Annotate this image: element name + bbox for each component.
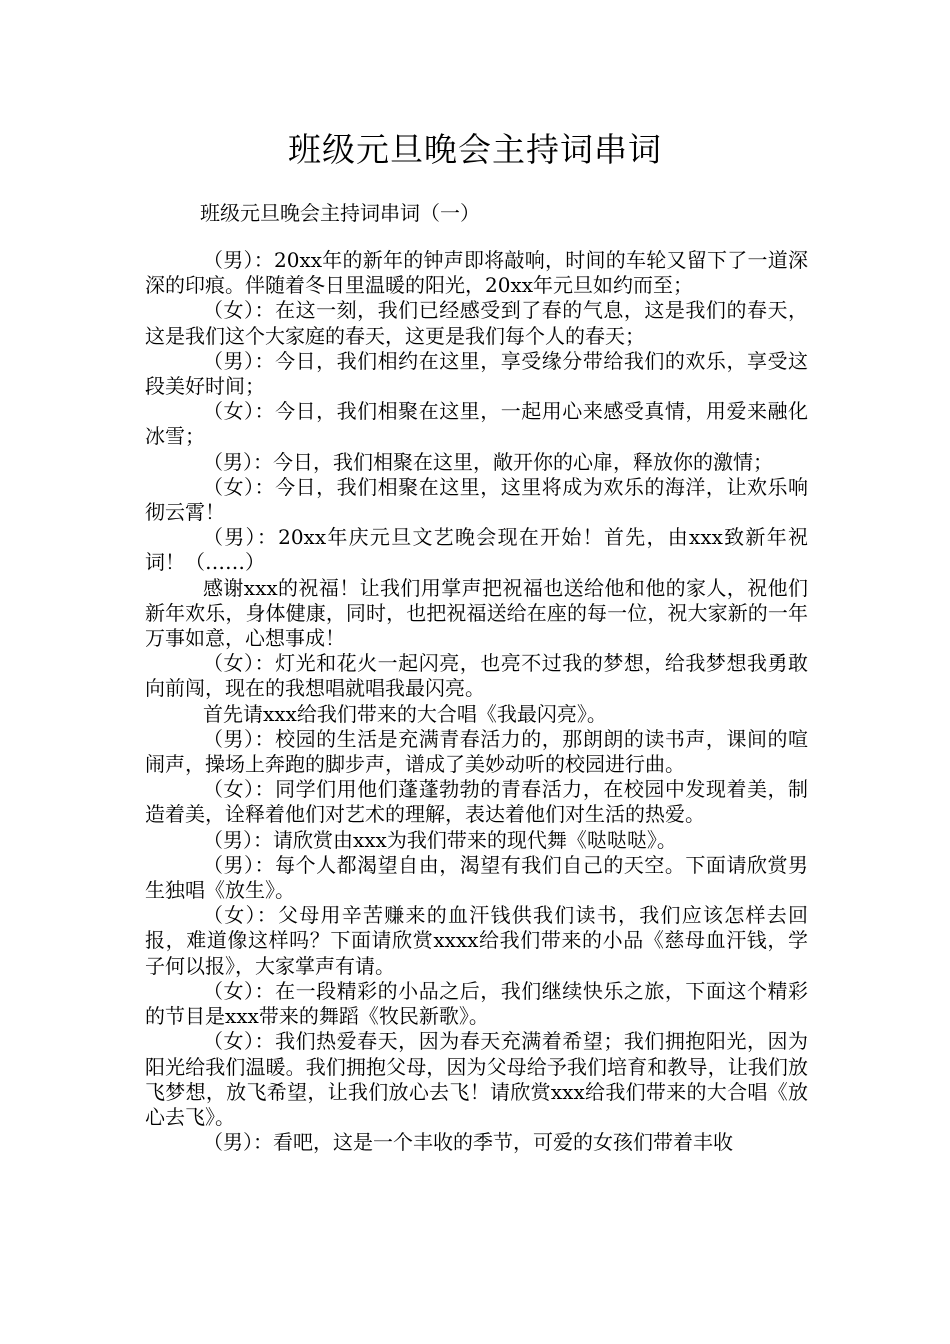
paragraph: （男）：20xx年的新年的钟声即将敲响，时间的车轮又留下了一道深深的印痕。伴随着冬日里温暖的阳光，20xx年元旦如约而至；	[145, 248, 808, 298]
document-title: 班级元旦晚会主持词串词	[288, 130, 662, 169]
paragraph: （男）：校园的生活是充满青春活力的，那朗朗的读书声，课间的喧闹声，操场上奔跑的脚步声，谱成了美妙动听的校园进行曲。	[145, 726, 808, 777]
paragraph: （女）：在一段精彩的小品之后，我们继续快乐之旅，下面这个精彩的节目是xxx带来的舞蹈《牧民新歌》。	[145, 978, 808, 1029]
paragraph: （男）：看吧，这是一个丰收的季节，可爱的女孩们带着丰收	[203, 1130, 733, 1155]
paragraph: （女）：今日，我们相聚在这里，一起用心来感受真情，用爱来融化冰雪；	[145, 399, 808, 449]
paragraph: （男）：请欣赏由xxx为我们带来的现代舞《哒哒哒》。	[203, 827, 677, 852]
document-body	[145, 248, 808, 1155]
paragraph: （女）：灯光和花火一起闪亮，也亮不过我的梦想，给我梦想我勇敢向前闯，现在的我想唱就唱我最闪亮。	[145, 651, 808, 701]
paragraph: 感谢xxx的祝福！让我们用掌声把祝福也送给他和他的家人，祝他们新年欢乐，身体健康，同时，也把祝福送给在座的每一位，祝大家新的一年万事如意，心想事成！	[145, 575, 808, 651]
paragraph: （女）：在这一刻，我们已经感受到了春的气息，这是我们的春天，这是我们这个大家庭的春天，这更是我们每个人的春天；	[145, 298, 808, 348]
paragraph: （男）：今日，我们相约在这里，享受缘分带给我们的欢乐，享受这段美好时间；	[145, 348, 808, 399]
paragraph: 首先请xxx给我们带来的大合唱《我最闪亮》。	[203, 701, 607, 726]
paragraph: （男）：20xx年庆元旦文艺晚会现在开始！首先，由xxx致新年祝词！（……）	[145, 525, 808, 575]
paragraph: （女）：父母用辛苦赚来的血汗钱供我们读书，我们应该怎样去回报，难道像这样吗？下面请欣赏xxxx给我们带来的小品《慈母血汗钱，学子何以报》，大家掌声有请。	[145, 903, 808, 978]
paragraph: （女）：今日，我们相聚在这里，这里将成为欢乐的海洋，让欢乐响彻云霄！	[145, 474, 808, 525]
paragraph: （男）：每个人都渴望自由，渴望有我们自己的天空。下面请欣赏男生独唱《放生》。	[145, 852, 808, 903]
paragraph: （男）：今日，我们相聚在这里，敞开你的心扉，释放你的激情；	[203, 449, 773, 474]
document-subtitle: 班级元旦晚会主持词串词（一）	[200, 201, 480, 225]
paragraph: （女）：同学们用他们蓬蓬勃勃的青春活力，在校园中发现着美，制造着美，诠释着他们对艺术的理解，表达着他们对生活的热爱。	[145, 777, 808, 827]
paragraph: （女）：我们热爱春天，因为春天充满着希望；我们拥抱阳光，因为阳光给我们温暖。我们拥抱父母，因为父母给予我们培育和教导，让我们放飞梦想，放飞希望，让我们放心去飞！请欣赏xxx给我们带来的大合唱《放心去飞》。	[145, 1029, 808, 1129]
